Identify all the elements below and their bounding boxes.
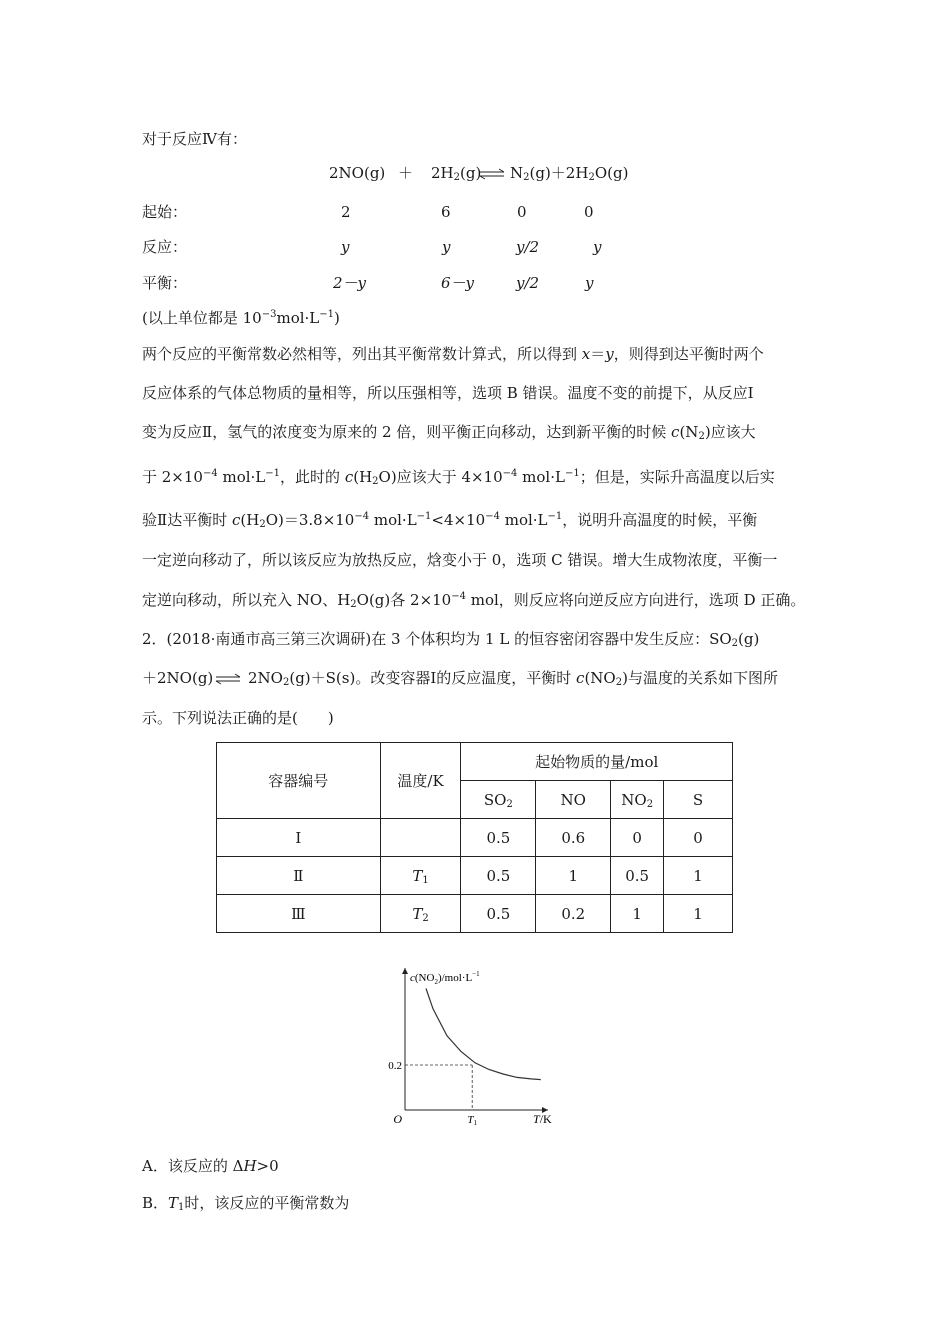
subheader-s: S — [664, 781, 733, 819]
ice-cell: y — [341, 238, 350, 256]
equilibrium-arrow-icon — [214, 673, 242, 685]
question-line-3: 示。下列说法正确的是( ) — [142, 709, 334, 727]
subheader-so2: $SO_2$ — [461, 781, 536, 819]
explain-line-3: 变为反应Ⅱ，氢气的浓度变为原来的 2 倍，则平衡正向移动，达到新平衡的时候 $c(N_2)$应该大 — [142, 423, 756, 442]
table-row — [217, 895, 733, 933]
header-container: 容器编号 — [217, 743, 381, 819]
y-axis-label: $c(NO_2)/mol\cdot L^{-1}$ — [410, 970, 480, 986]
ice-cell: 2－y — [333, 274, 367, 292]
table-row — [217, 857, 733, 895]
ice-cell: 0 — [517, 203, 527, 221]
cell-value: 0.6 — [536, 819, 611, 857]
ice-label: 平衡： — [142, 274, 188, 292]
header-initial-amount: 起始物质的量/mol — [461, 743, 733, 781]
option-a: A．该反应的 ΔH>0 — [142, 1157, 279, 1175]
cell-value: 1 — [536, 857, 611, 895]
ice-cell: 6－y — [441, 274, 475, 292]
ice-label: 反应： — [142, 238, 188, 256]
reactant-no: 2NO(g) — [329, 164, 386, 182]
unit-note: (以上单位都是 $10^{-3}mol\cdot L^{-1}$) — [142, 309, 340, 327]
cell-value: 0 — [611, 819, 664, 857]
subheader-no: NO — [536, 781, 611, 819]
question-line-2b: $2NO_2(g)+S(s)$。改变容器Ⅰ的反应温度，平衡时 $c(NO_2)$与温度的关系如下图所 — [248, 669, 778, 688]
explain-line-5: 验Ⅱ达平衡时 $c(H_2O)=3.8\times 10^{-4}$ $mol\cdot L^{-1}<4\times 10^{-4}$ $mol\cdot L^{-1}$，说明升高温度的时候，平衡 — [142, 511, 758, 530]
plus-sign: ＋ — [398, 164, 414, 182]
option-b: B．$T_1$时，该反应的平衡常数为 — [142, 1194, 350, 1213]
cell-temp: $T_2$ — [380, 895, 461, 933]
cell-value: 0.5 — [461, 819, 536, 857]
question-line-1: 2．(2018·南通市高三第三次调研)在 3 个体积均为 1 L 的恒容密闭容器中发生反应：$SO_2(g)$ — [142, 630, 760, 649]
series-line — [426, 989, 541, 1080]
origin-label: O — [393, 1112, 402, 1126]
ice-cell: 6 — [441, 203, 451, 221]
ice-cell: y/2 — [516, 238, 540, 256]
no2-temperature-chart — [370, 960, 570, 1130]
ice-cell: y/2 — [516, 274, 540, 292]
initial-amount-table — [216, 742, 733, 933]
ice-cell: y — [585, 274, 594, 292]
cell-value: 0 — [664, 819, 733, 857]
x-axis-label: T/K — [533, 1112, 552, 1126]
subheader-no2: $NO_2$ — [611, 781, 664, 819]
explain-line-1: 两个反应的平衡常数必然相等，列出其平衡常数计算式，所以得到 x＝y，则得到达平衡时两个 — [142, 345, 764, 363]
cell-value: 1 — [664, 857, 733, 895]
explain-line-6: 一定逆向移动了，所以该反应为放热反应，焓变小于 0，选项 C 错误。增大生成物浓度，平衡一 — [142, 551, 778, 569]
explain-line-4: 于 $2\times 10^{-4}$ $mol\cdot L^{-1}$，此时的 $c(H_2O)$应该大于 $4\times 10^{-4}$ $mol\cdot L^{-1}$；但是，实际升高温度以后实 — [142, 468, 775, 487]
explain-line-7: 定逆向移动，所以充入 NO、$H_2O(g)$各 $2\times 10^{-4}$ mol，则反应将向逆反应方向进行，选项 D 正确。 — [142, 591, 806, 610]
cell-value: 0.5 — [611, 857, 664, 895]
question-line-2a: ＋2NO(g) — [142, 669, 214, 687]
ice-label: 起始： — [142, 203, 188, 221]
products: $N_2(g)+2H_2O(g)$ — [510, 164, 629, 183]
explain-line-2: 反应体系的气体总物质的量相等，所以压强相等，选项 B 错误。温度不变的前提下，从反应Ⅰ — [142, 384, 754, 402]
cell-value: 0.2 — [536, 895, 611, 933]
cell-value: 0.5 — [461, 895, 536, 933]
ice-cell: 0 — [584, 203, 594, 221]
intro-line: 对于反应Ⅳ有： — [142, 130, 247, 148]
cell-value: 1 — [611, 895, 664, 933]
cell-temp — [380, 819, 461, 857]
x-marker-label: T1 — [467, 1114, 478, 1127]
cell-value: 0.5 — [461, 857, 536, 895]
table-row — [217, 819, 733, 857]
ice-cell: y — [442, 238, 451, 256]
cell-id: Ⅱ — [217, 857, 381, 895]
equilibrium-arrow-icon — [478, 168, 506, 180]
cell-id: Ⅰ — [217, 819, 381, 857]
ice-cell: y — [593, 238, 602, 256]
cell-id: Ⅲ — [217, 895, 381, 933]
y-marker-label: 0.2 — [388, 1060, 402, 1072]
cell-temp: $T_1$ — [380, 857, 461, 895]
ice-cell: 2 — [341, 203, 351, 221]
cell-value: 1 — [664, 895, 733, 933]
header-temperature: 温度/K — [380, 743, 461, 819]
reactant-h2: $2H_2(g)$ — [431, 164, 482, 183]
